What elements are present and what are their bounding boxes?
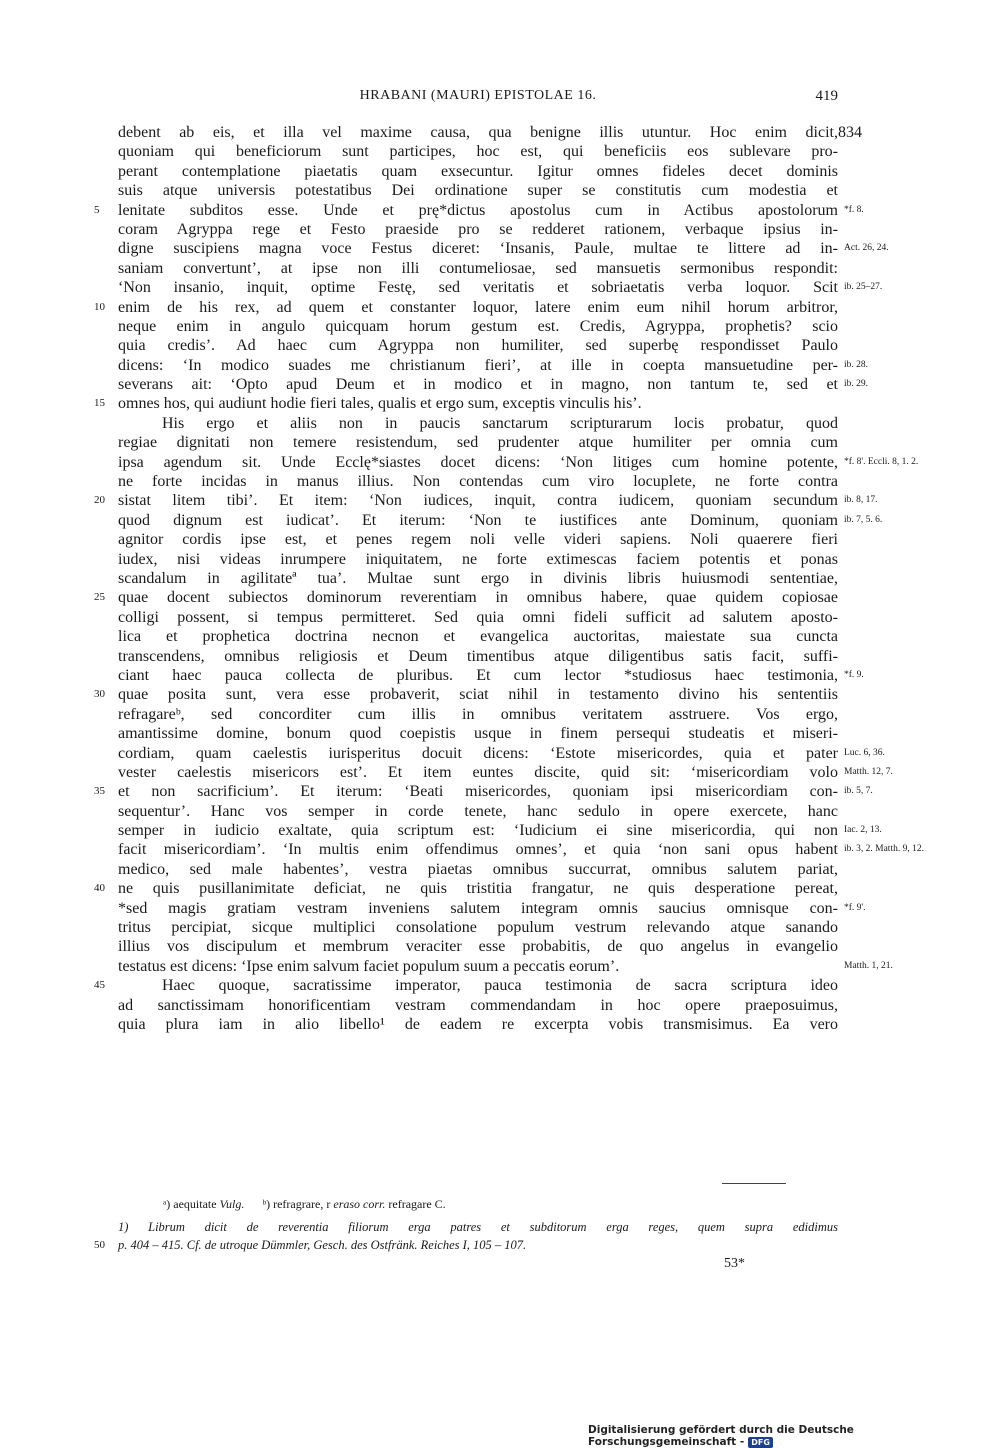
text-line-content: quod dignum est iudicat’. Et iterum: ‘Non te iustifices ante Dominum, quoniam: [118, 511, 838, 529]
text-line-content: amantissime domine, bonum quod coepistis usque in finem persequi studeatis et miseri-: [118, 725, 838, 743]
text-line: [118, 647, 838, 666]
margin-reference: *f. 9.: [844, 669, 864, 680]
text-line-content: testatus est dicens: ‘Ipse enim salvum faciet populum suum a peccatis eorum’.: [118, 957, 620, 975]
text-line-content: enim de his rex, ad quem et constanter loquor, latere enim eum nihil horum arbitror,: [118, 298, 838, 316]
apparatus-b-end: refragare C.: [388, 1197, 446, 1211]
text-line-content: dicens: ‘In modico suades me christianum fieri’, at ille in coepta mansuetudine per-: [118, 356, 838, 374]
text-line: [118, 860, 838, 879]
text-line: [118, 453, 919, 472]
text-line: [118, 472, 838, 491]
footnote-line-1: 1) Librum dicit de reverentia filiorum erga patres et subditorum erga reges, quem supra edidimus: [118, 1220, 838, 1234]
text-line: [94, 588, 838, 607]
text-line-content: transcendens, omnibus religiosis et Deum timentibus atque diligentibus satis facit, suffi-: [118, 647, 838, 665]
footnote: [94, 1218, 838, 1254]
text-line: [94, 491, 878, 510]
text-line-content: omnes hos, qui audiunt hodie fieri tales, qualis et ergo sum, exceptis vinculis his’.: [118, 395, 642, 413]
text-line-content: cordiam, quam caelestis iurisperitus docuit dicens: ‘Estote misericordes, quia et pater: [118, 744, 838, 762]
margin-year: 834: [838, 124, 862, 141]
margin-reference: *f. 9'.: [844, 902, 866, 913]
line-number: 40: [94, 882, 105, 895]
text-line-content: debent ab eis, et illa vel maxime causa, qua benigne illis utuntur. Hoc enim dicit,: [118, 124, 838, 141]
footnote-line-2-text: p. 404 – 415. Cf. de utroque Dümmler, Gesch. des Ostfränk. Reiches I, 105 – 107.: [118, 1238, 527, 1252]
line-number: 45: [94, 979, 105, 992]
text-line: [118, 550, 838, 569]
text-line: [118, 356, 869, 375]
text-line: [118, 840, 924, 859]
margin-reference: ib. 28.: [844, 359, 869, 370]
text-line: [118, 937, 838, 956]
text-line: [94, 394, 838, 413]
text-line-content: quae docent subiectos dominorum reverentiam in omnibus habere, quae quidem copiosae: [118, 589, 838, 607]
margin-reference: ib. 3, 2. Matth. 9, 12.: [844, 844, 924, 855]
text-line-content: illius vos discipulum et membrum veraciter esse probabitis, de quo angelus in evangelio: [118, 938, 838, 956]
text-line: [94, 201, 864, 220]
text-line-content: quoniam qui beneficiorum sunt participes, hoc est, qui beneficiis eos sublevare pro-: [118, 143, 838, 161]
text-line-content: quia plura iam in alio libello¹ de eadem re excerpta vobis transmisimus. Ea vero: [118, 1015, 838, 1033]
text-line: [118, 181, 838, 200]
text-line: [118, 259, 838, 278]
text-line-content: ipsa agendum sit. Unde Ecclę*siastes docet dicens: ‘Non litiges cum homine potente,: [118, 453, 838, 471]
text-line: [118, 317, 838, 336]
footnote-rule: [722, 1183, 786, 1184]
text-line: [94, 298, 838, 317]
margin-reference: *f. 8.: [844, 204, 864, 215]
text-line-content: colligi possent, si tempus permitteret. Sed quia omni fideli sufficit ad salutem aposto-: [118, 608, 838, 626]
text-line: [118, 821, 882, 840]
text-line: [118, 530, 838, 549]
margin-reference: ib. 8, 17.: [844, 495, 878, 506]
text-line-content: sistat litem tibi’. Et item: ‘Non iudices, inquit, contra iudicem, quoniam secundum: [118, 492, 838, 510]
text-line-content: facit misericordiam’. ‘In multis enim offendimus omnes’, et quia ‘non sani opus habent: [118, 841, 838, 859]
signature-mark: 53*: [724, 1256, 745, 1271]
apparatus-a-source: Vulg.: [219, 1197, 245, 1211]
text-line-content: tritus percipiat, sicque multiplici consolatione populum vestrum relevando atque sanando: [118, 919, 838, 937]
text-line: [94, 976, 838, 995]
text-line-content: et non sacrificium’. Et iterum: ‘Beati misericordes, quoniam ipsi misericordiam con-: [118, 783, 838, 801]
text-line: [94, 782, 873, 801]
text-line-content: His ergo et aliis non in paucis sanctarum scripturarum locis probatur, quod: [162, 414, 838, 432]
text-line: [118, 724, 838, 743]
text-line: [94, 685, 838, 704]
dfg-credit-text: Digitalisierung gefördert durch die Deutsche Forschungsgemeinschaft -: [588, 1424, 854, 1448]
apparatus-b: ᵇ) refragrare, r: [262, 1197, 331, 1211]
text-line: [118, 278, 883, 297]
text-line-content: quae posita sunt, vera esse probaverit, sciat nihil in testamento divino his sententiis: [118, 686, 838, 704]
text-line-content: refragareᵇ, sed concorditer cum illis in omnibus veritatem asstruere. Vos ergo,: [118, 705, 838, 723]
text-line: [118, 511, 883, 530]
footnote-line-2: [94, 1236, 838, 1254]
text-line-content: sequentur’. Hanc vos semper in corde tenete, hanc sedulo in opere exercete, hanc: [118, 802, 838, 820]
text-line-content: iudex, nisi videas inrumpere iniquitatem, ne forte extimescas faciem potentis et ponas: [118, 550, 838, 568]
margin-reference: *f. 8'. Eccli. 8, 1. 2.: [844, 456, 919, 467]
text-line-content: agnitor cordis ipse est, et penes regem noli velle videri sapiens. Noli quaerere fieri: [118, 531, 838, 549]
margin-reference: Matth. 12, 7.: [844, 766, 893, 777]
text-line: [118, 336, 838, 355]
text-line: [118, 899, 866, 918]
text-line: [118, 142, 838, 161]
margin-reference: ib. 29.: [844, 379, 869, 390]
apparatus-a: ᵃ) aequitate: [163, 1197, 217, 1211]
line-number: 30: [94, 688, 105, 701]
text-line-content: ‘Non insanio, inquit, optime Festę, sed veritatis et sobriaetatis verba loquor. Scit: [118, 279, 838, 297]
text-line: [118, 239, 889, 258]
text-line-content: semper in iudicio exaltate, quia scriptum est: ‘Iudicium ei sine misericordia, qui non: [118, 822, 838, 840]
text-line: [118, 414, 838, 433]
text-line-content: quia credis’. Ad haec cum Agryppa non humiliter, sed superbę respondisset Paulo: [118, 337, 838, 355]
text-line: [118, 744, 885, 763]
text-line-content: saniam convertunt’, at ipse non illi contumeliosae, sed mansuetis sermonibus respondit:: [118, 259, 838, 277]
text-line: [118, 996, 838, 1015]
margin-reference: Luc. 6, 36.: [844, 747, 885, 758]
line-number: 35: [94, 785, 105, 798]
text-line-content: perant contemplatione piaetatis quam exsecuntur. Igitur omnes fideles decet dominis: [118, 162, 838, 180]
line-number: 5: [94, 203, 100, 216]
text-line: [118, 1015, 838, 1034]
line-number: 25: [94, 591, 105, 604]
margin-reference: ib. 5, 7.: [844, 786, 873, 797]
text-line: [118, 375, 869, 394]
text-line: [118, 802, 838, 821]
text-line: [94, 879, 838, 898]
text-line: [118, 705, 838, 724]
footnote-line-number: 50: [94, 1239, 105, 1251]
text-line-content: suis atque universis potestatibus Dei ordinatione super se constitutis cum modestia et: [118, 182, 838, 200]
text-line-content: regiae dignitati non temere resistendum, sed prudenter atque humiliter per omnia cum: [118, 434, 838, 452]
text-line-content: lica et prophetica doctrina necnon et evangelica auctoritas, maiestate sua cuncta: [118, 628, 838, 646]
text-line-content: coram Agryppa rege et Festo praeside pro se redderet rationem, verbaque ipsius in-: [118, 220, 838, 238]
text-line-content: digne suscipiens magna voce Festus diceret: ‘Insanis, Paule, multae te littere ad in-: [118, 240, 838, 258]
margin-reference: Iac. 2, 13.: [844, 825, 882, 836]
text-line: [118, 763, 893, 782]
text-line: [118, 957, 893, 976]
text-line: [118, 608, 838, 627]
text-line-content: medico, sed male habentes’, vestra piaetas omnibus succurrat, omnibus salutem pariat,: [118, 860, 838, 878]
page-number: 419: [815, 88, 838, 104]
text-line-content: ad sanctissimam honorificentiam vestram commendandam in hoc opere praeposuimus,: [118, 996, 838, 1014]
margin-reference: ib. 25–27.: [844, 282, 883, 293]
text-line: [118, 123, 838, 142]
critical-apparatus: [163, 1197, 446, 1212]
margin-reference: Matth. 1, 21.: [844, 960, 893, 971]
apparatus-b-note: eraso corr.: [333, 1197, 386, 1211]
margin-reference: Act. 26, 24.: [844, 243, 889, 254]
text-line-content: severans ait: ‘Opto apud Deum et in modico et in magno, non tantum te, sed et: [118, 376, 838, 394]
text-line-content: ne forte incidas in manus illius. Non contendas cum viro locuplete, ne forte contra: [118, 473, 838, 491]
line-number: 10: [94, 300, 105, 313]
line-number: 20: [94, 494, 105, 507]
text-line: [118, 627, 838, 646]
text-line-content: Haec quoque, sacratissime imperator, pauca testimonia de sacra scriptura ideo: [162, 977, 838, 995]
text-line-content: scandalum in agilitateª tua’. Multae sunt ergo in divinis libris huiusmodi sententiae,: [118, 569, 838, 587]
text-line: [118, 162, 838, 181]
running-title: HRABANI (MAURI) EPISTOLAE 16.: [359, 88, 597, 103]
text-line-content: *sed magis gratiam vestram inveniens salutem integram omnis saucius omnisque con-: [118, 899, 838, 917]
text-line: [118, 220, 838, 239]
margin-reference: ib. 7, 5. 6.: [844, 514, 883, 525]
text-line-content: neque enim in angulo quicquam horum gestum est. Credis, Agryppa, prophetis? scio: [118, 317, 838, 335]
line-number: 15: [94, 397, 105, 410]
text-line: [118, 569, 838, 588]
running-header: [118, 88, 838, 108]
text-line-content: lenitate subditos esse. Unde et prę*dictus apostolus cum in Actibus apostolorum: [118, 201, 838, 219]
dfg-credit: [588, 1424, 998, 1448]
text-line: [118, 666, 864, 685]
text-line-content: ne quis pusillanimitate deficiat, ne quis tristitia frangatur, ne quis desperatione pereat,: [118, 880, 838, 898]
text-line: [118, 433, 838, 452]
text-line-content: ciant haec pauca collecta de pluribus. Et cum lector *studiosus haec testimonia,: [118, 666, 838, 684]
text-line: [118, 918, 838, 937]
dfg-logo-icon: DFG: [748, 1437, 773, 1448]
text-line-content: vester caelestis misericors est’. Et item euntes discite, quid sit: ‘misericordiam volo: [118, 763, 838, 781]
